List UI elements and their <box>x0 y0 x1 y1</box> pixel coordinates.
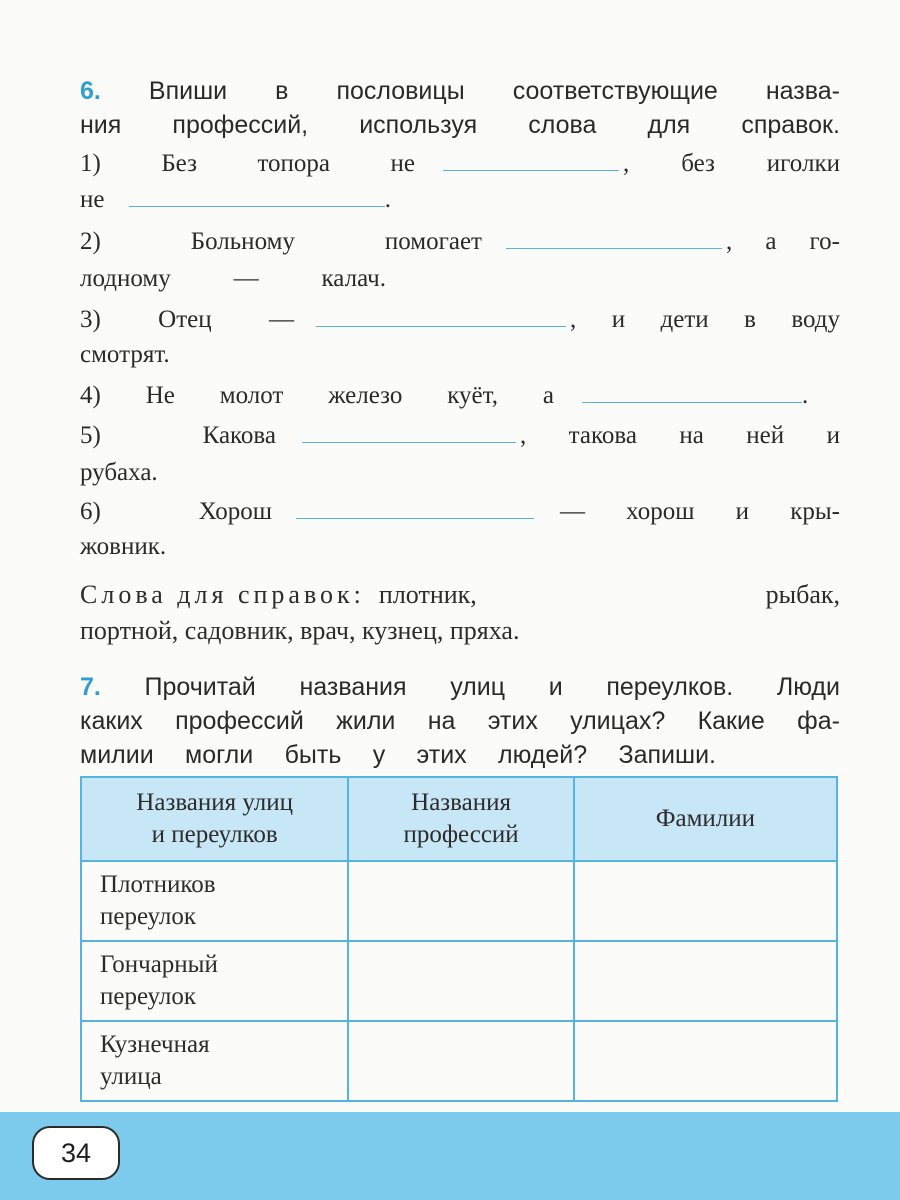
word: , <box>520 422 527 449</box>
street-cell <box>81 861 348 941</box>
proverb-6-line1 <box>80 494 840 529</box>
word: в <box>744 306 756 333</box>
word: улиц <box>450 673 506 701</box>
word: и <box>826 422 840 449</box>
task7-number: 7. <box>80 673 101 701</box>
word: профессий <box>175 707 304 735</box>
word: могли <box>185 741 254 769</box>
proverb-1-line2 <box>80 182 840 217</box>
task7-line3 <box>80 738 840 772</box>
header-surnames-l1: Фамилии <box>655 805 756 832</box>
proverb-5-end: рубаха. <box>80 459 158 486</box>
reference-label: Слова для справок: <box>80 580 365 609</box>
word: не <box>390 150 415 177</box>
word: куёт, <box>447 382 498 409</box>
word: — <box>560 498 585 525</box>
word: используя <box>359 111 478 139</box>
page-footer-band <box>0 1112 900 1200</box>
word: , <box>726 228 733 255</box>
word: на <box>427 707 456 735</box>
task7-line1 <box>80 670 840 704</box>
word: Какова <box>202 422 276 449</box>
word: 4) <box>80 382 101 409</box>
word: Отец <box>158 306 212 333</box>
word: ней <box>746 422 785 449</box>
word: у <box>372 741 386 769</box>
header-streets-l1: Названия улиц <box>136 789 294 816</box>
task6-number: 6. <box>80 77 101 105</box>
word: фа- <box>797 707 840 735</box>
header-professions-l2: профессий <box>403 821 519 848</box>
task6-instruction-line2 <box>80 108 840 142</box>
header-surnames <box>574 777 837 861</box>
word: а <box>542 382 554 409</box>
proverb-1-period: . <box>384 186 391 213</box>
word: Люди <box>776 673 840 701</box>
header-professions <box>348 777 573 861</box>
proverb-3-end: смотрят. <box>80 341 170 368</box>
word: и <box>548 673 563 701</box>
word: слова <box>528 111 597 139</box>
proverb-2-line1 <box>80 224 840 259</box>
word: Впиши <box>148 77 228 105</box>
word: такова <box>568 422 637 449</box>
blank-4[interactable] <box>582 378 802 403</box>
word: Больному <box>190 228 295 255</box>
proverb-6-line2 <box>80 530 840 564</box>
word: быть <box>284 741 342 769</box>
word: 6) <box>80 498 101 525</box>
word: кры- <box>790 498 840 525</box>
surname-cell[interactable] <box>574 861 837 941</box>
word: помогает <box>384 228 482 255</box>
word: 3) <box>80 306 101 333</box>
reference-words-line1 <box>80 578 840 612</box>
word: профессий, <box>172 111 309 139</box>
word: , <box>570 306 577 333</box>
table-row <box>81 941 837 1021</box>
task7-line2 <box>80 704 840 738</box>
proverb-4-period: . <box>802 382 809 409</box>
blank-6[interactable] <box>296 494 534 519</box>
word: рыбак, <box>765 580 840 609</box>
street-name-l2: улица <box>100 1063 162 1090</box>
word: топора <box>257 150 331 177</box>
word: дети <box>660 306 709 333</box>
word: жили <box>336 707 396 735</box>
word: 5) <box>80 422 101 449</box>
word: плотник, <box>378 580 477 609</box>
professions-table <box>80 776 838 1102</box>
word: улицах? <box>570 707 666 735</box>
word: соответствующие <box>512 77 718 105</box>
word: Хорош <box>198 498 272 525</box>
blank-2[interactable] <box>506 224 722 249</box>
blank-5[interactable] <box>302 418 516 443</box>
word: лодному <box>80 265 171 292</box>
profession-cell[interactable] <box>348 861 573 941</box>
street-name-l1: Плотников <box>100 871 216 898</box>
word: милии <box>80 741 154 769</box>
proverb-3-line2 <box>80 338 840 372</box>
word: без <box>681 150 715 177</box>
word: Запиши. <box>618 741 716 769</box>
reference-words-line2 <box>80 614 840 648</box>
profession-cell[interactable] <box>348 1021 573 1101</box>
word: калач. <box>321 265 386 292</box>
word: Какие <box>697 707 765 735</box>
surname-cell[interactable] <box>574 941 837 1021</box>
word: — <box>233 265 259 292</box>
header-streets-l2: и переулков <box>151 821 278 848</box>
word: 2) <box>80 228 101 255</box>
word: го- <box>809 228 840 255</box>
word: 1) <box>80 150 101 177</box>
table-row <box>81 1021 837 1101</box>
street-cell <box>81 941 348 1021</box>
word: ния <box>80 111 122 139</box>
proverb-4 <box>80 378 840 413</box>
word: в <box>275 77 289 105</box>
word: людей? <box>498 741 588 769</box>
word: названия <box>299 673 407 701</box>
street-name-l2: переулок <box>100 983 196 1010</box>
proverb-6-end: жовник. <box>80 533 167 560</box>
word: и <box>735 498 750 525</box>
task6-instruction-line1 <box>80 74 840 108</box>
word: переулков. <box>606 673 734 701</box>
blank-1b[interactable] <box>129 182 385 207</box>
surname-cell[interactable] <box>574 1021 837 1101</box>
table-row <box>81 861 837 941</box>
word: иголки <box>766 150 840 177</box>
word: каких <box>80 707 143 735</box>
proverb-5-line2 <box>80 456 840 490</box>
blank-1a[interactable] <box>443 146 619 171</box>
word: , <box>623 150 630 177</box>
proverb-2-line2 <box>80 262 840 296</box>
word: железо <box>328 382 403 409</box>
street-name-l1: Кузнечная <box>100 1031 210 1058</box>
word: этих <box>487 707 538 735</box>
word: а <box>765 228 777 255</box>
word: справок. <box>741 111 840 139</box>
word: назва- <box>765 77 840 105</box>
reference-words-list: портной, садовник, врач, кузнец, пряха. <box>80 616 520 645</box>
page-number <box>32 1126 120 1180</box>
street-cell <box>81 1021 348 1101</box>
proverb-3-line1 <box>80 302 840 337</box>
word: Без <box>161 150 197 177</box>
street-name-l2: переулок <box>100 903 196 930</box>
proverb-5-line1 <box>80 418 840 453</box>
word: молот <box>219 382 284 409</box>
word: хорош <box>626 498 695 525</box>
word: Не <box>145 382 175 409</box>
blank-3[interactable] <box>316 302 566 327</box>
word: воду <box>791 306 840 333</box>
proverb-1-word: не <box>80 186 105 213</box>
street-name-l1: Гончарный <box>100 951 218 978</box>
word: Прочитай <box>144 673 256 701</box>
profession-cell[interactable] <box>348 941 573 1021</box>
proverb-1-line1 <box>80 146 840 181</box>
word: для <box>647 111 691 139</box>
word: на <box>679 422 704 449</box>
word: — <box>268 306 294 333</box>
word: пословицы <box>336 77 465 105</box>
word: и <box>611 306 626 333</box>
page-number-text: 34 <box>60 1137 92 1168</box>
header-streets <box>81 777 348 861</box>
header-professions-l1: Названия <box>411 789 511 816</box>
word: этих <box>416 741 467 769</box>
